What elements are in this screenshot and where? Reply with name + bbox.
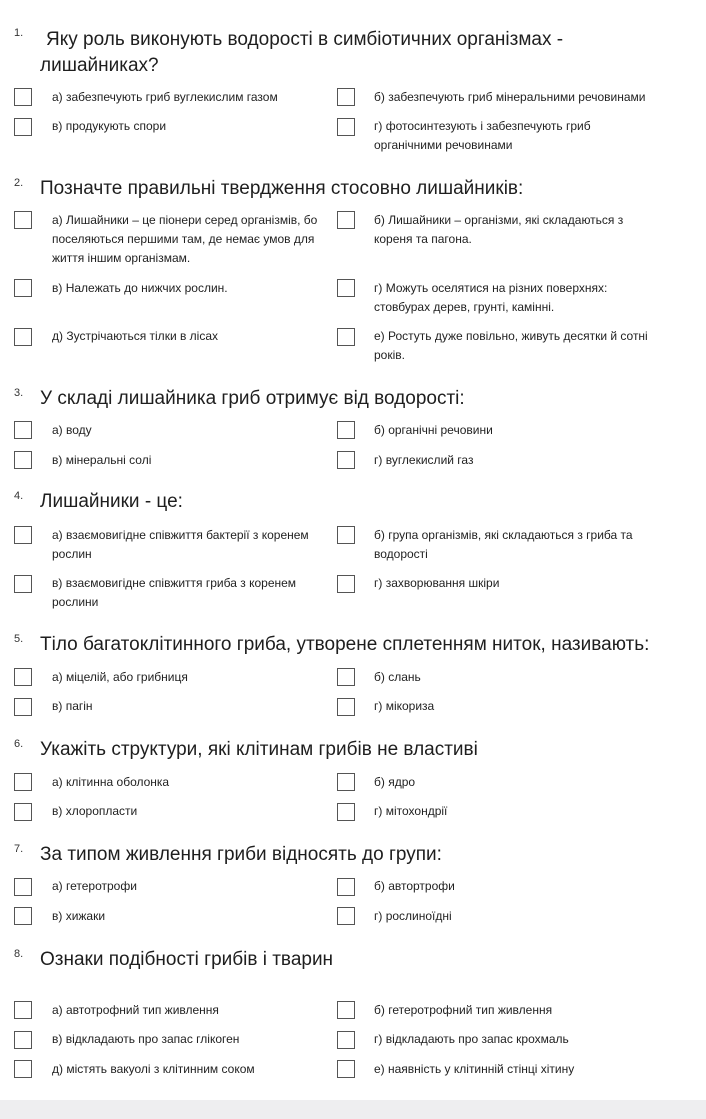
answer-option: б) група організмів, які складаються з гриба та водорості	[374, 528, 633, 561]
answer-option: б) гетеротрофний тип живлення	[374, 1003, 553, 1017]
answer-checkbox[interactable]	[14, 803, 32, 821]
question-number: 2.	[14, 177, 24, 189]
answer-option: а) клітинна оболонка	[52, 775, 170, 789]
question-title: Тіло багатоклітинного гриба, утворене сплетенням ниток, називають:	[40, 634, 650, 655]
question-title: У складі лишайника гриб отримує від водорості:	[40, 388, 465, 409]
answer-option: в) продукують спори	[52, 119, 167, 133]
answer-checkbox[interactable]	[337, 907, 355, 925]
question-title: Позначте правильні твердження стосовно лишайників:	[40, 178, 524, 199]
question-title: Лишайники - це:	[40, 491, 183, 512]
answer-option: в) хижаки	[52, 909, 106, 923]
answer-checkbox[interactable]	[14, 211, 32, 229]
answer-option: а) взаємовигідне співжиття бактерії з коренем рослин	[52, 528, 309, 561]
answer-checkbox[interactable]	[14, 88, 32, 106]
answer-option: г) мітохондрії	[374, 804, 448, 818]
answer-checkbox[interactable]	[14, 1001, 32, 1019]
answer-checkbox[interactable]	[337, 526, 355, 544]
answer-option: е) Ростуть дуже повільно, живуть десятки й сотні років.	[374, 329, 648, 362]
answer-option: в) хлоропласти	[52, 804, 138, 818]
answer-option: б) органічні речовини	[374, 423, 493, 437]
answer-option: в) мінеральні солі	[52, 453, 152, 467]
answer-checkbox[interactable]	[14, 328, 32, 346]
answer-checkbox[interactable]	[337, 1031, 355, 1049]
answer-checkbox[interactable]	[14, 451, 32, 469]
answer-checkbox[interactable]	[337, 1060, 355, 1078]
answer-checkbox[interactable]	[337, 88, 355, 106]
answer-option: а) автотрофний тип живлення	[52, 1003, 219, 1017]
answer-option: г) відкладають про запас крохмаль	[374, 1032, 569, 1046]
answer-option: в) Належать до нижчих рослин.	[52, 281, 228, 295]
answer-option: б) забезпечують гриб мінеральними речовинами	[374, 90, 646, 104]
answer-option: а) забезпечують гриб вуглекислим газом	[52, 90, 278, 104]
answer-checkbox[interactable]	[14, 575, 32, 593]
answer-option: а) Лишайники – це піонери серед організмів, бо поселяються першими там, де немає умов для життя іншим організмам.	[52, 213, 318, 265]
answer-option: г) Можуть оселятися на різних поверхнях: стовбурах дерев, грунті, камінні.	[374, 281, 608, 314]
answer-option: б) Лишайники – організми, які складаються з кореня та пагона.	[374, 213, 624, 246]
answer-option: г) вуглекислий газ	[374, 453, 474, 467]
answer-option: а) міцелій, або грибниця	[52, 670, 188, 684]
answer-checkbox[interactable]	[337, 279, 355, 297]
question-number: 3.	[14, 387, 24, 399]
question-title: За типом живлення гриби відносять до групи:	[40, 844, 442, 865]
answer-option: а) гетеротрофи	[52, 879, 137, 893]
answer-option: д) Зустрічаються тілки в лісах	[52, 329, 219, 343]
answer-option: г) мікориза	[374, 699, 435, 713]
answer-option: д) містять вакуолі з клітинним соком	[52, 1062, 255, 1076]
answer-checkbox[interactable]	[14, 907, 32, 925]
answer-checkbox[interactable]	[14, 773, 32, 791]
answer-checkbox[interactable]	[14, 118, 32, 136]
answer-checkbox[interactable]	[337, 698, 355, 716]
question-number: 4.	[14, 490, 24, 502]
bottom-bar	[0, 1100, 706, 1119]
answer-checkbox[interactable]	[337, 328, 355, 346]
question-number: 7.	[14, 843, 24, 855]
question-number: 1.	[14, 27, 24, 39]
answer-checkbox[interactable]	[337, 1001, 355, 1019]
answer-checkbox[interactable]	[14, 421, 32, 439]
answer-option: а) воду	[52, 423, 92, 437]
answer-checkbox[interactable]	[337, 668, 355, 686]
question-title: Яку роль виконують водорості в симбіотичних організмах - лишайниках?	[40, 29, 564, 76]
answer-checkbox[interactable]	[14, 526, 32, 544]
answer-checkbox[interactable]	[337, 773, 355, 791]
answer-checkbox[interactable]	[337, 118, 355, 136]
question-number: 8.	[14, 948, 24, 960]
answer-option: в) пагін	[52, 699, 93, 713]
answer-checkbox[interactable]	[337, 421, 355, 439]
answer-checkbox[interactable]	[14, 1031, 32, 1049]
answer-checkbox[interactable]	[337, 211, 355, 229]
answer-checkbox[interactable]	[337, 878, 355, 896]
answer-option: б) автортрофи	[374, 879, 455, 893]
answer-checkbox[interactable]	[14, 878, 32, 896]
answer-option: б) слань	[374, 670, 421, 684]
answer-checkbox[interactable]	[14, 698, 32, 716]
answer-checkbox[interactable]	[14, 279, 32, 297]
question-title: Укажіть структури, які клітинам грибів не властиві	[40, 739, 478, 760]
answer-option: г) фотосинтезують і забезпечують гриб органічними речовинами	[374, 119, 591, 152]
answer-checkbox[interactable]	[337, 575, 355, 593]
answer-checkbox[interactable]	[337, 451, 355, 469]
answer-option: в) взаємовигідне співжиття гриба з коренем рослини	[52, 576, 297, 609]
answer-checkbox[interactable]	[14, 1060, 32, 1078]
question-title: Ознаки подібності грибів і тварин	[40, 949, 334, 970]
answer-checkbox[interactable]	[337, 803, 355, 821]
answer-option: г) захворювання шкіри	[374, 576, 500, 590]
answer-option: в) відкладають про запас глікоген	[52, 1032, 240, 1046]
answer-option: г) рослиноїдні	[374, 909, 452, 923]
answer-option: е) наявність у клітинній стінці хітину	[374, 1062, 575, 1076]
question-number: 5.	[14, 633, 24, 645]
question-number: 6.	[14, 738, 24, 750]
answer-checkbox[interactable]	[14, 668, 32, 686]
answer-option: б) ядро	[374, 775, 416, 789]
